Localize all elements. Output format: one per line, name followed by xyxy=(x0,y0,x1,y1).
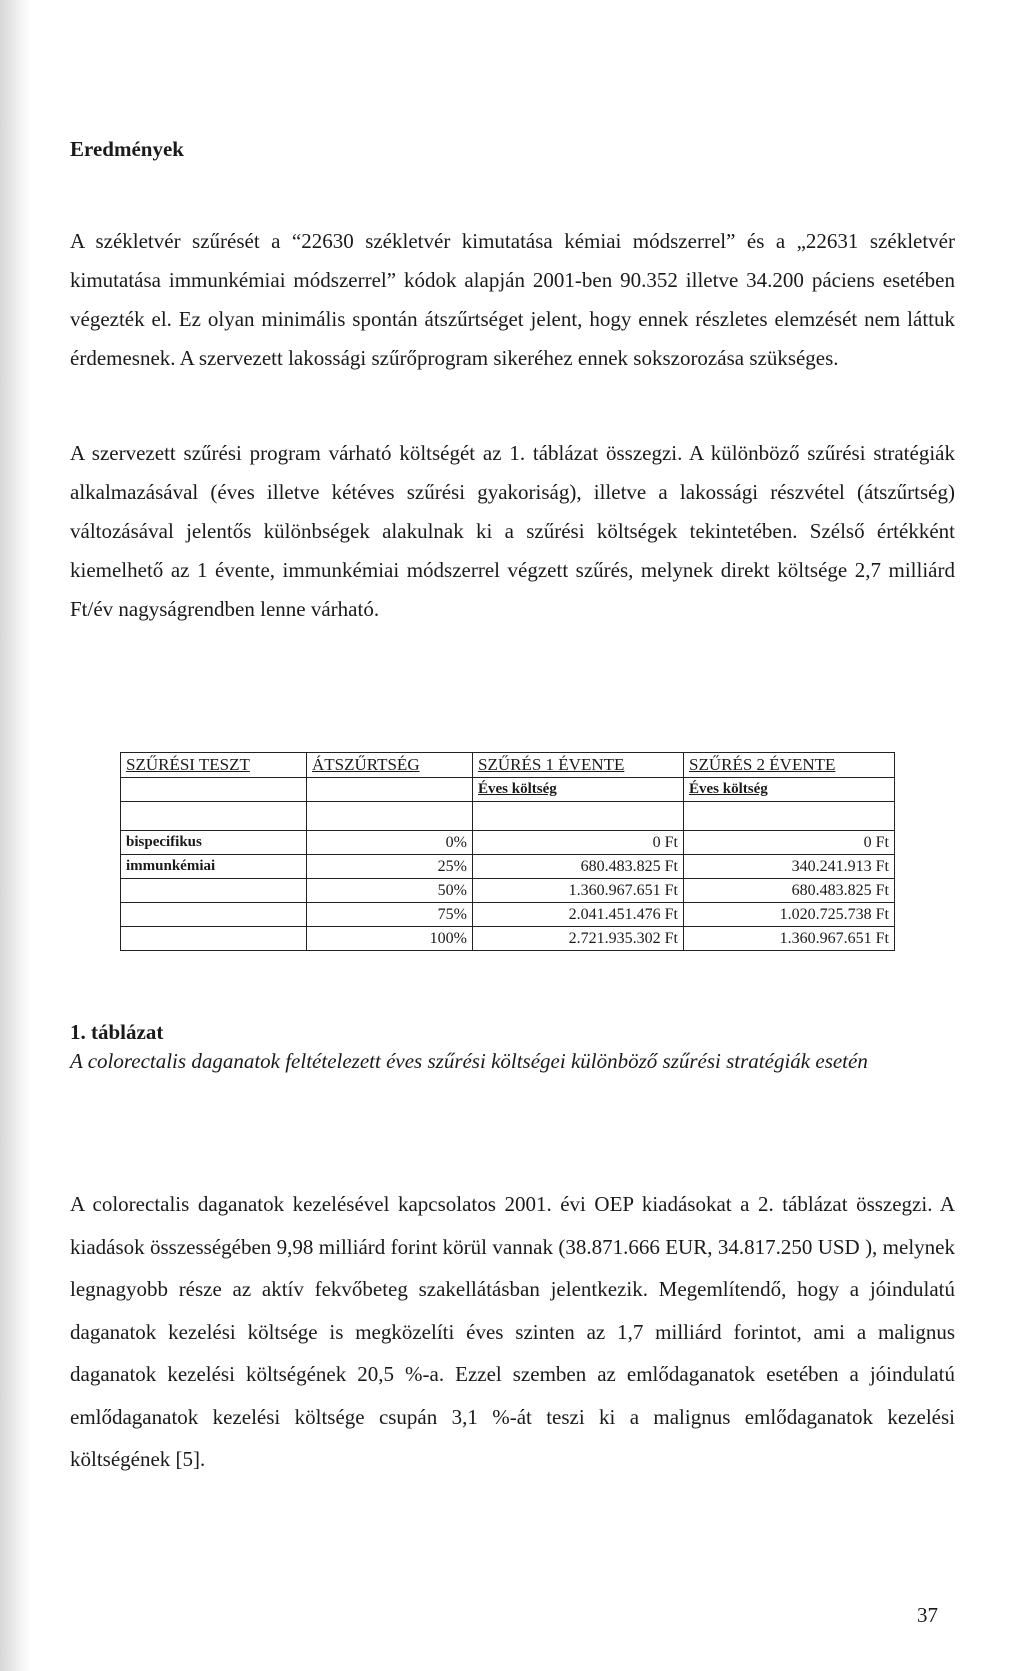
table-spacer-row xyxy=(121,802,895,831)
row-label-method: immunkémiai xyxy=(121,855,307,879)
table-row xyxy=(121,927,895,951)
header-annual: SZŰRÉS 1 ÉVENTE xyxy=(473,753,684,778)
coverage-cell: 100% xyxy=(307,927,473,951)
subheader-biennial-cost: Éves költség xyxy=(684,778,895,802)
screening-cost-table xyxy=(120,752,895,951)
paragraph-screening-cost: A szervezett szűrési program várható költségét az 1. táblázat összegzi. A különböző szűrési stratégiák alkalmazásával (éves illetve kétéves szűrési gyakoriság), illetve a lakossági részvétel (átszűrtség) változásával jelentős különbségek alakulnak ki a szűrési költségek tekintetében. Szélső értékként kiemelhető az 1 évente, immunkémiai módszerrel végzett szűrés, melynek direkt költsége 2,7 milliárd Ft/év nagyságrendben lenne várható. xyxy=(70,441,955,621)
table-row xyxy=(121,855,895,879)
caption-label: 1. táblázat xyxy=(70,1020,164,1044)
spacer-cell xyxy=(121,802,307,831)
biennial-cost-cell: 340.241.913 Ft xyxy=(684,855,895,879)
biennial-cost-cell: 1.020.725.738 Ft xyxy=(684,903,895,927)
paragraph-screening-data: A székletvér szűrését a “22630 székletvér kimutatása kémiai módszerrel” és a „22631 székletvér kimutatása immunkémiai módszerrel” kódok alapján 2001-ben 90.352 illetve 34.200 páciens esetében végezték el. Ez olyan minimális spontán átszűrtséget jelent, hogy ennek részletes elemzését nem láttuk érdemesnek. A szervezett lakossági szűrőprogram sikeréhez ennek sokszorozása szükséges. xyxy=(70,229,955,370)
caption-text: A colorectalis daganatok feltételezett éves szűrési költségei különböző szűrési stratégiák esetén xyxy=(70,1049,868,1073)
header-coverage: ÁTSZŰRTSÉG xyxy=(307,753,473,778)
page-number: 37 xyxy=(917,1603,938,1627)
biennial-cost-cell: 0 Ft xyxy=(684,831,895,855)
table-row xyxy=(121,831,895,855)
coverage-cell: 0% xyxy=(307,831,473,855)
empty-label-cell xyxy=(121,879,307,903)
subheader-annual-cost: Éves költség xyxy=(473,778,684,802)
biennial-cost-cell: 680.483.825 Ft xyxy=(684,879,895,903)
empty-label-cell xyxy=(121,903,307,927)
section-heading: Eredmények xyxy=(70,137,184,161)
paragraph-treatment-costs: A colorectalis daganatok kezelésével kapcsolatos 2001. évi OEP kiadásokat a 2. táblázat összegzi. A kiadások összességében 9,98 milliárd forint körül vannak (38.871.666 EUR, 34.817.250 USD ), melynek legnagyobb része az aktív fekvőbeteg szakellátásban jelentkezik. Megemlítendő, hogy a jóindulatú daganatok kezelési költsége is megközelíti éves szinten az 1,7 milliárd forintot, ami a malignus daganatok kezelési költségének 20,5 %-a. Ezzel szemben az emlődaganatok esetében a jóindulatú emlődaganatok kezelési költsége csupán 3,1 %-át teszi ki a malignus emlődaganatok kezelési költségének [5]. xyxy=(70,1192,955,1471)
spacer-cell xyxy=(684,802,895,831)
empty-label-cell xyxy=(121,927,307,951)
annual-cost-cell: 2.721.935.302 Ft xyxy=(473,927,684,951)
coverage-cell: 50% xyxy=(307,879,473,903)
subheader-empty xyxy=(121,778,307,802)
annual-cost-cell: 2.041.451.476 Ft xyxy=(473,903,684,927)
header-biennial: SZŰRÉS 2 ÉVENTE xyxy=(684,753,895,778)
coverage-cell: 25% xyxy=(307,855,473,879)
table-row xyxy=(121,903,895,927)
subheader-empty xyxy=(307,778,473,802)
coverage-cell: 75% xyxy=(307,903,473,927)
page-edge-shadow xyxy=(0,0,30,1671)
table-caption xyxy=(70,1018,955,1076)
header-test: SZŰRÉSI TESZT xyxy=(121,753,307,778)
table-subheader-row xyxy=(121,778,895,802)
annual-cost-cell: 680.483.825 Ft xyxy=(473,855,684,879)
biennial-cost-cell: 1.360.967.651 Ft xyxy=(684,927,895,951)
table-header-row xyxy=(121,753,895,778)
row-label-test: bispecifikus xyxy=(121,831,307,855)
spacer-cell xyxy=(307,802,473,831)
spacer-cell xyxy=(473,802,684,831)
annual-cost-cell: 1.360.967.651 Ft xyxy=(473,879,684,903)
table-row xyxy=(121,879,895,903)
annual-cost-cell: 0 Ft xyxy=(473,831,684,855)
